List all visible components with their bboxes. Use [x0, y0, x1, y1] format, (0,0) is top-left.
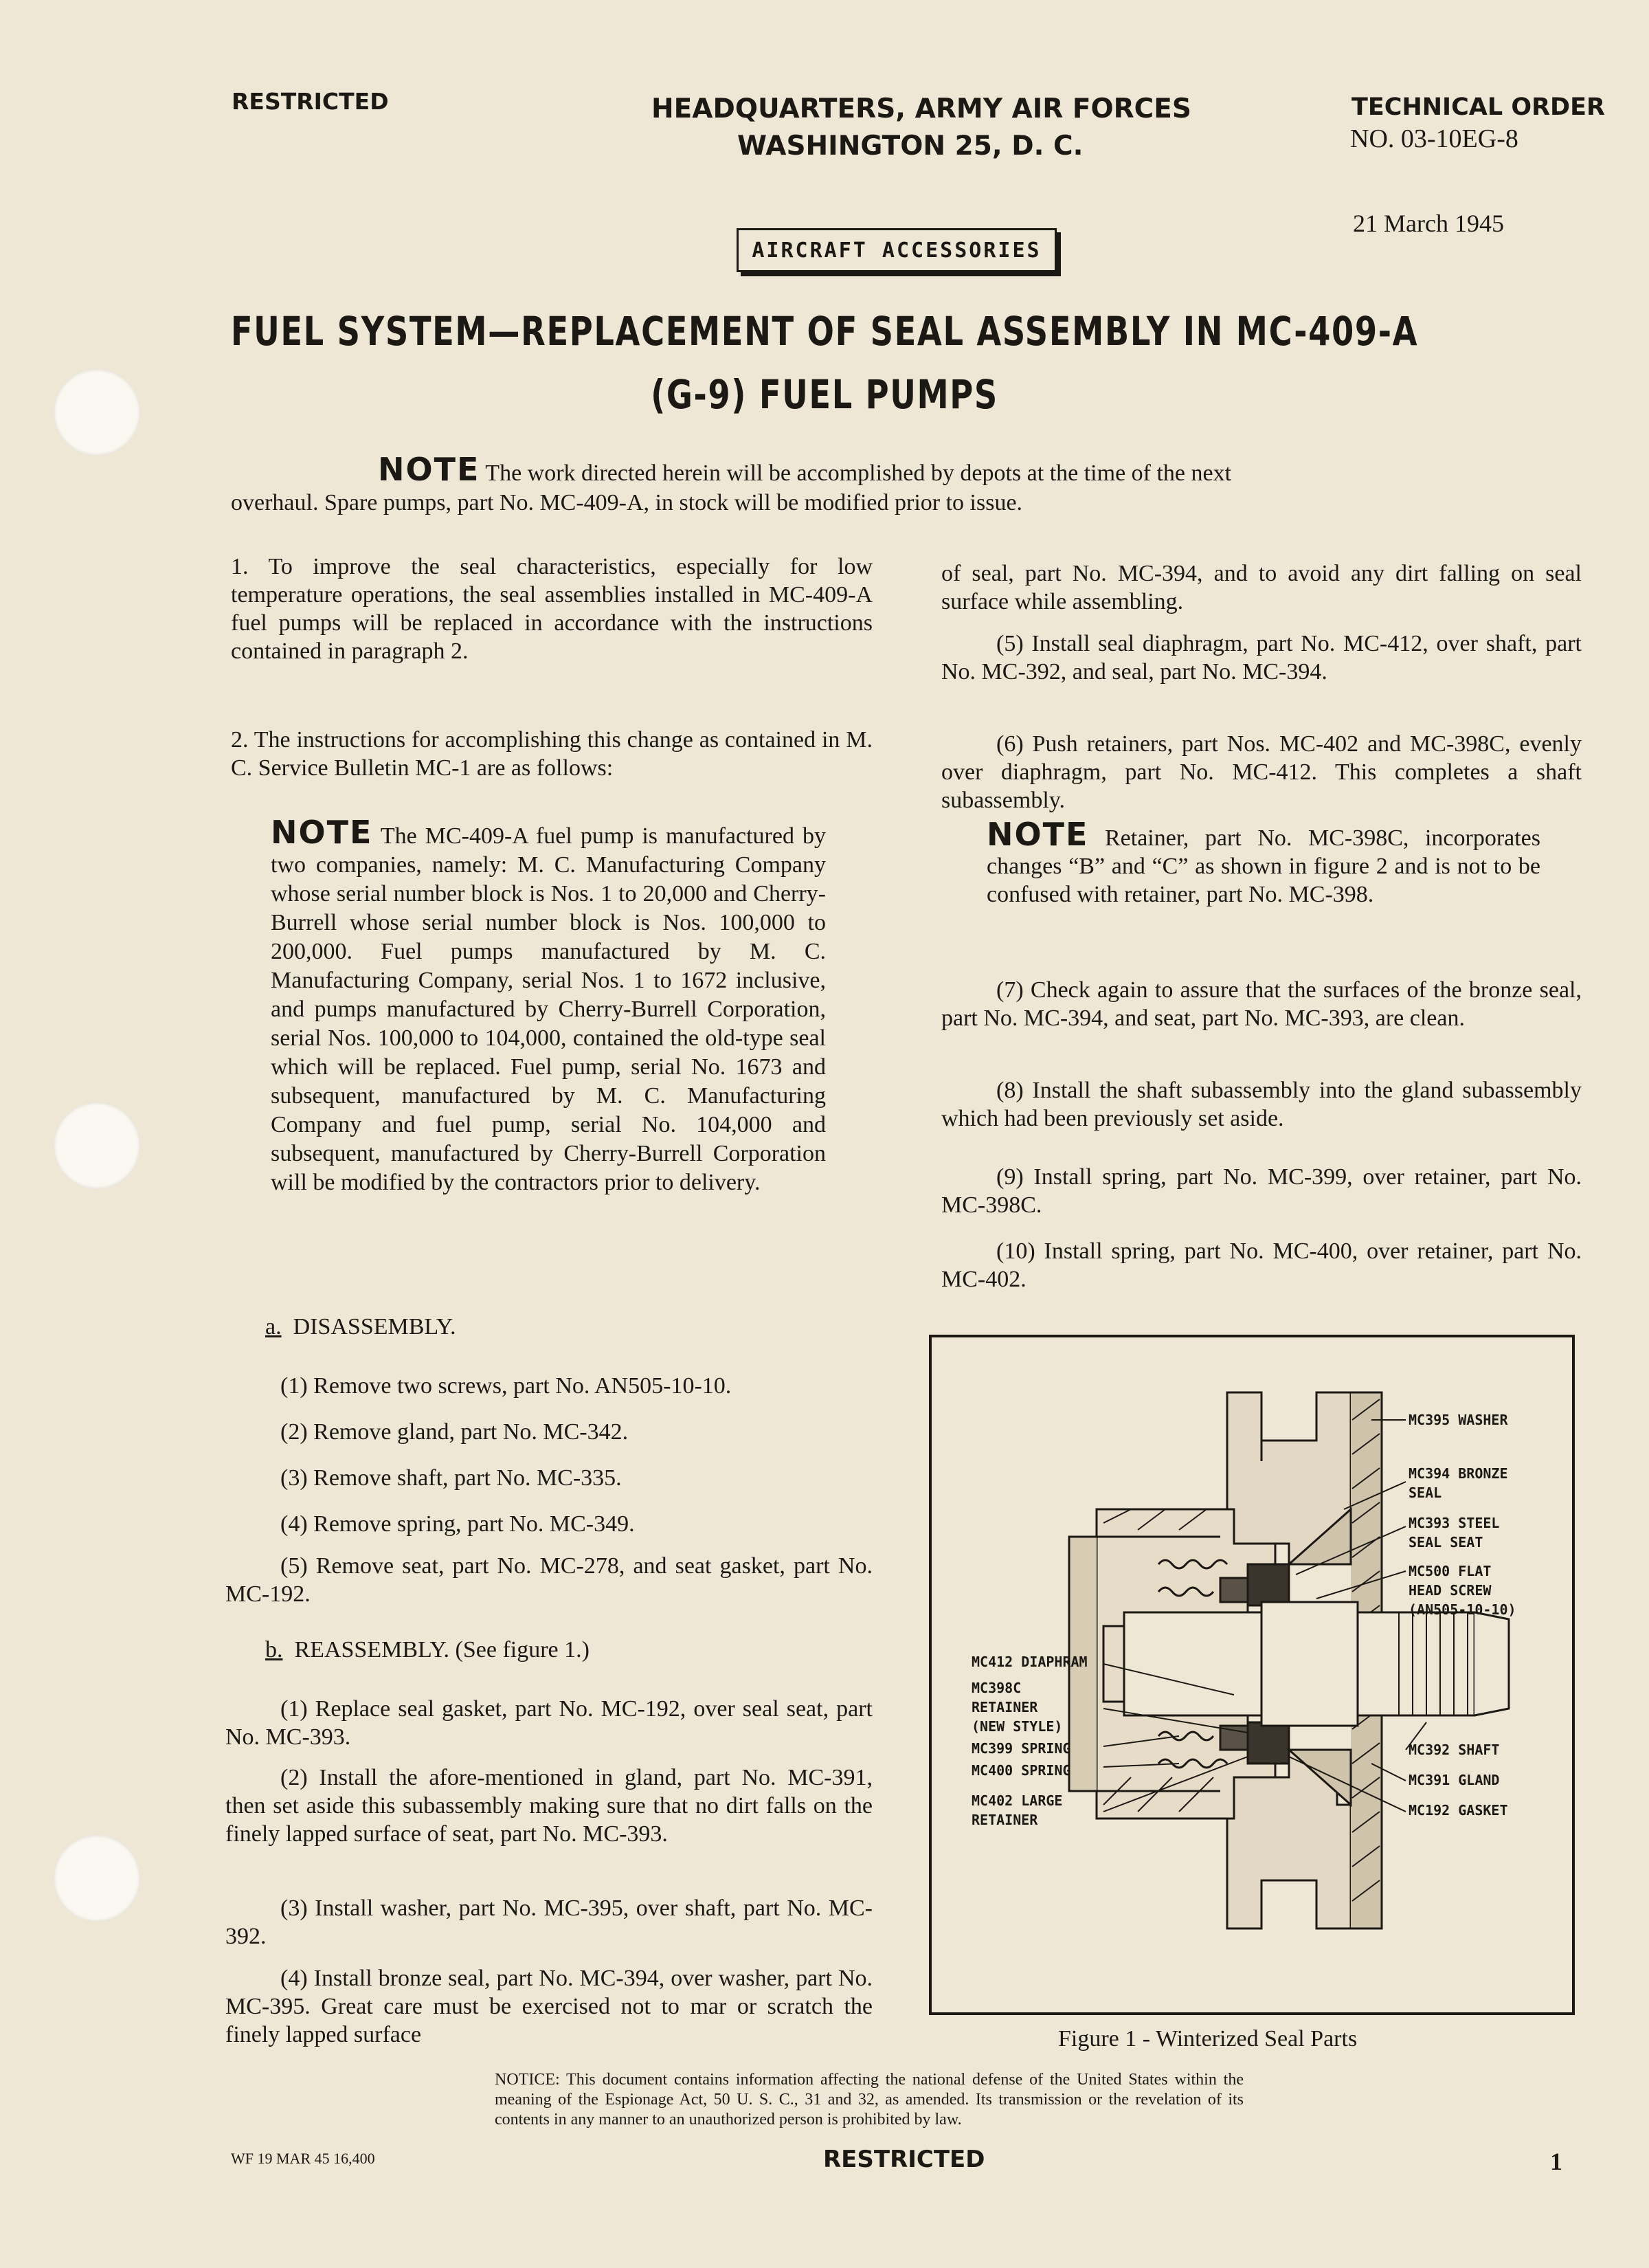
restricted-top: RESTRICTED: [232, 88, 389, 115]
seal-assembly-drawing: [932, 1337, 1572, 2012]
label-mc398c-retainer: MC398C RETAINER (NEW STYLE): [972, 1680, 1063, 1735]
reassembly-step-4: (4) Install bronze seal, part No. MC-394, over washer, part No. MC-395. Great care must be exercised not to mar or scratch the finely lapped surface: [225, 1966, 873, 2047]
reassembly-step-9: (9) Install spring, part No. MC-399, over retainer, part No. MC-398C.: [941, 1164, 1582, 1218]
reassembly-step-7: (7) Check again to assure that the surfaces of the bronze seal, part No. MC-394, and seat, part No. MC-393, are clean.: [941, 977, 1582, 1031]
label-mc402-large-retainer: MC402 LARGE RETAINER: [972, 1792, 1063, 1828]
reassembly-step-10: (10) Install spring, part No. MC-400, over retainer, part No. MC-402.: [941, 1238, 1582, 1292]
disassembly-step-5: (5) Remove seat, part No. MC-278, and seat gasket, part No. MC-192.: [225, 1553, 873, 1607]
disassembly-step-3: (3) Remove shaft, part No. MC-335.: [280, 1465, 622, 1491]
disassembly-step-2: (2) Remove gland, part No. MC-342.: [280, 1419, 629, 1445]
hq-line1: HEADQUARTERS, ARMY AIR FORCES: [651, 93, 1191, 124]
section-a-heading: a. DISASSEMBLY.: [265, 1314, 456, 1339]
label-mc500-flat-head-screw: MC500 FLAT HEAD SCREW (AN505-10-10): [1409, 1563, 1516, 1618]
intro-note: [231, 451, 1468, 518]
page-number: 1: [1550, 2148, 1562, 2175]
print-code: WF 19 MAR 45 16,400: [231, 2150, 375, 2167]
label-mc392-shaft: MC392 SHAFT: [1409, 1742, 1500, 1758]
disassembly-step-1: (1) Remove two screws, part No. AN505-10-10.: [280, 1373, 732, 1399]
reassembly-step-2: (2) Install the afore-mentioned in gland, part No. MC-391, then set aside this subassembly making sure that no dirt falls on the finely lapped surface of seat, part No. MC-393.: [225, 1765, 873, 1847]
punch-hole-middle: [54, 1102, 140, 1189]
intro-note-label: NOTE: [378, 451, 480, 488]
restricted-bottom: RESTRICTED: [823, 2146, 985, 2173]
label-mc393-steel-seal-seat: MC393 STEEL SEAL SEAT: [1409, 1515, 1500, 1550]
reassembly-step-6: (6) Push retainers, part Nos. MC-402 and MC-398C, evenly over diaphragm, part No. MC-412. This completes a shaft subassembly.: [941, 731, 1582, 813]
reassembly-step-1: (1) Replace seal gasket, part No. MC-192, over seal seat, part No. MC-393.: [225, 1696, 873, 1750]
title-line2: (G-9) FUEL PUMPS: [651, 371, 998, 418]
left-note-label: NOTE: [271, 814, 373, 851]
espionage-notice: NOTICE: This document contains information affecting the national defense of the United States within the meaning of the Espionage Act, 50 U. S. C., 31 and 32, as amended. Its transmission or the revelation of its contents in any manner to an unauthorized person is prohibited by law.: [495, 2071, 1244, 2128]
paragraph-1: 1. To improve the seal characteristics, especially for low temperature operations, the seal assemblies installed in MC-409-A fuel pumps will be replaced in accordance with the instructions contained in paragraph 2.: [231, 554, 873, 664]
category-badge: AIRCRAFT ACCESSORIES: [737, 228, 1057, 272]
punch-hole-bottom: [54, 1835, 140, 1922]
right-note-label: NOTE: [987, 816, 1089, 853]
hq-line2: WASHINGTON 25, D. C.: [737, 131, 1084, 162]
right-note: [987, 816, 1541, 909]
title-line1: FUEL SYSTEM—REPLACEMENT OF SEAL ASSEMBLY IN MC-409-A: [230, 308, 1419, 355]
right-continuation: of seal, part No. MC-394, and to avoid any dirt falling on seal surface while assembling.: [941, 561, 1582, 614]
intro-note-line1: The work directed herein will be accomplished by depots at the time of the next: [485, 460, 1232, 486]
paragraph-2: 2. The instructions for accomplishing this change as contained in M. C. Service Bulletin MC-1 are as follows:: [231, 727, 873, 781]
reassembly-step-8: (8) Install the shaft subassembly into the gland subassembly which had been previously set aside.: [941, 1078, 1582, 1131]
reassembly-step-3: (3) Install washer, part No. MC-395, over shaft, part No. MC-392.: [225, 1895, 873, 1949]
intro-note-line2: overhaul. Spare pumps, part No. MC-409-A, in stock will be modified prior to issue.: [231, 490, 1023, 515]
section-b-heading: b. REASSEMBLY. (See figure 1.): [265, 1637, 590, 1663]
left-note-text: The MC-409-A fuel pump is manufactured by two companies, namely: M. C. Manufacturing Company whose serial number block is Nos. 1 to 20,000 and Cherry-Burrell whose serial number block is Nos. 100,000 to 200,000. Fuel pumps manufactured by M. C. Manufacturing Company, serial Nos. 1 to 1672 inclusive, and pumps manufactured by Cherry-Burrell Corporation, serial Nos. 100,000 to 104,000, contained the old-type seal which will be replaced. Fuel pump, serial No. 1673 and subsequent, manufactured by M. C. Manufacturing Company and fuel pump, serial No. 104,000 and subsequent, manufactured by Cherry-Burrell Corporation will be modified by the contractors prior to delivery.: [271, 823, 826, 1195]
label-mc400-spring: MC400 SPRING: [972, 1762, 1071, 1779]
label-mc412-diaphragm: MC412 DIAPHRAM: [972, 1654, 1088, 1670]
technical-order-label: TECHNICAL ORDER: [1351, 93, 1605, 121]
disassembly-step-4: (4) Remove spring, part No. MC-349.: [280, 1511, 635, 1537]
left-note: [271, 814, 826, 1197]
label-mc192-gasket: MC192 GASKET: [1409, 1802, 1508, 1819]
right-note-text: Retainer, part No. MC-398C, incorporates changes “B” and “C” as shown in figure 2 and is not to be confused with retainer, part No. MC-398.: [987, 825, 1541, 907]
label-mc395-washer: MC395 WASHER: [1409, 1412, 1508, 1428]
figure-1-frame: [929, 1335, 1575, 2015]
technical-order-number: NO. 03-10EG-8: [1350, 124, 1518, 153]
document-date: 21 March 1945: [1353, 210, 1504, 237]
figure-1-caption: Figure 1 - Winterized Seal Parts: [1058, 2026, 1358, 2052]
label-mc391-gland: MC391 GLAND: [1409, 1772, 1500, 1788]
label-mc394-bronze-seal: MC394 BRONZE SEAL: [1409, 1465, 1508, 1501]
reassembly-step-5: (5) Install seal diaphragm, part No. MC-412, over shaft, part No. MC-392, and seal, part No. MC-394.: [941, 631, 1582, 685]
punch-hole-top: [54, 369, 140, 456]
label-mc399-spring: MC399 SPRING: [972, 1740, 1071, 1757]
